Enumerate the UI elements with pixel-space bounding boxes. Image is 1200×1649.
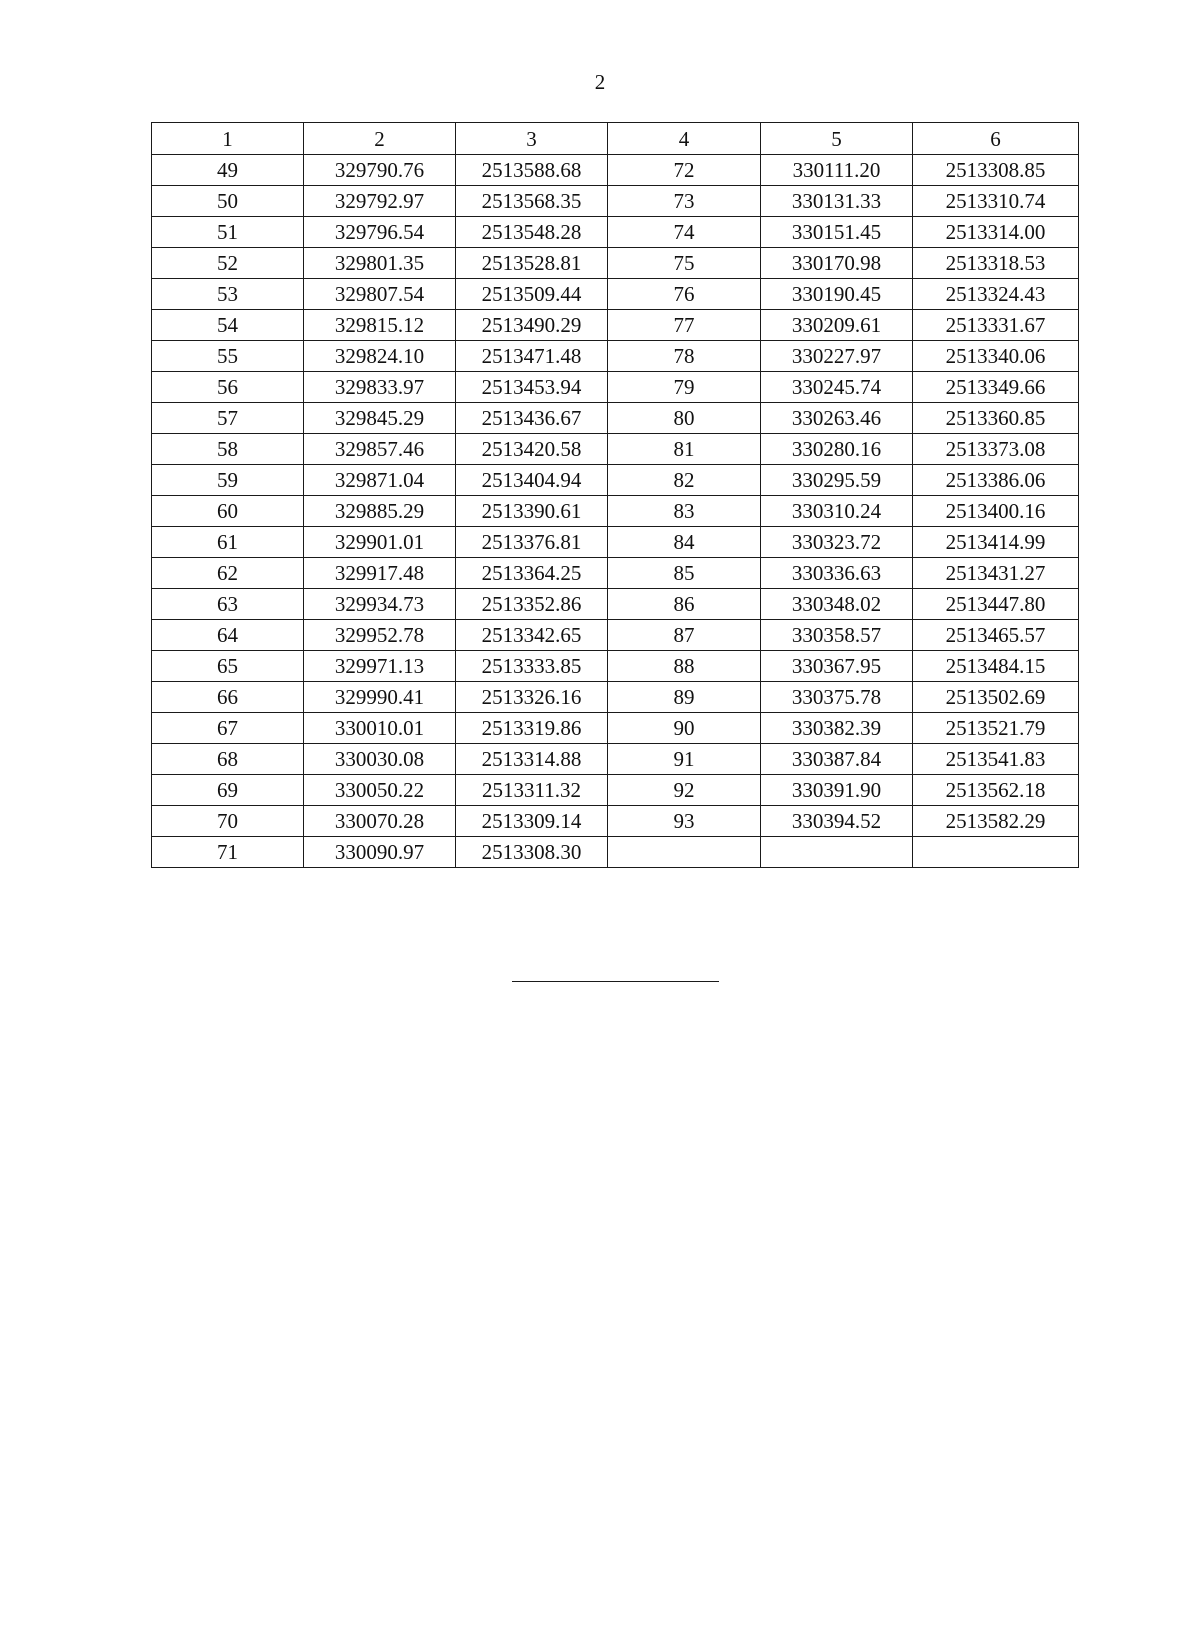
- table-cell: 54: [152, 310, 304, 341]
- table-cell: 330280.16: [761, 434, 913, 465]
- table-cell: 2513314.88: [456, 744, 608, 775]
- table-cell: 2513349.66: [913, 372, 1079, 403]
- table-cell: 329934.73: [304, 589, 456, 620]
- table-cell: 330263.46: [761, 403, 913, 434]
- table-cell: 61: [152, 527, 304, 558]
- table-cell: 330131.33: [761, 186, 913, 217]
- table-row: [152, 434, 1079, 465]
- table-row: [152, 651, 1079, 682]
- table-cell: 65: [152, 651, 304, 682]
- table-cell: 2513342.65: [456, 620, 608, 651]
- table-cell: 329917.48: [304, 558, 456, 589]
- column-number-cell: 4: [608, 123, 761, 155]
- table-cell: 82: [608, 465, 761, 496]
- table-cell: 2513333.85: [456, 651, 608, 682]
- table-cell: 330245.74: [761, 372, 913, 403]
- table-cell: 330382.39: [761, 713, 913, 744]
- table-cell: 330323.72: [761, 527, 913, 558]
- table-cell: 2513431.27: [913, 558, 1079, 589]
- table-cell: 2513568.35: [456, 186, 608, 217]
- table-cell: 2513309.14: [456, 806, 608, 837]
- table-cell: 2513373.08: [913, 434, 1079, 465]
- table-row: [152, 806, 1079, 837]
- table-cell: 2513509.44: [456, 279, 608, 310]
- table-cell: 329801.35: [304, 248, 456, 279]
- table-row: [152, 217, 1079, 248]
- table-row: [152, 372, 1079, 403]
- table-row: [152, 775, 1079, 806]
- table-cell: 330375.78: [761, 682, 913, 713]
- table-cell: 92: [608, 775, 761, 806]
- table-row: [152, 496, 1079, 527]
- table-cell: 330358.57: [761, 620, 913, 651]
- table-cell: 2513308.85: [913, 155, 1079, 186]
- table-cell: 329796.54: [304, 217, 456, 248]
- table-cell: 2513310.74: [913, 186, 1079, 217]
- table-cell: 329901.01: [304, 527, 456, 558]
- table-cell: 2513340.06: [913, 341, 1079, 372]
- table-cell: 2513588.68: [456, 155, 608, 186]
- table-cell: 85: [608, 558, 761, 589]
- table-row: [152, 279, 1079, 310]
- table-cell: 83: [608, 496, 761, 527]
- table-cell: 2513453.94: [456, 372, 608, 403]
- table-cell: 2513352.86: [456, 589, 608, 620]
- table-cell: 63: [152, 589, 304, 620]
- table-cell: 330227.97: [761, 341, 913, 372]
- table-row: [152, 186, 1079, 217]
- table-row: [152, 713, 1079, 744]
- table-cell: 87: [608, 620, 761, 651]
- table-cell: 2513319.86: [456, 713, 608, 744]
- table-cell: 2513314.00: [913, 217, 1079, 248]
- table-cell: 89: [608, 682, 761, 713]
- table-cell: 330209.61: [761, 310, 913, 341]
- table-cell: 59: [152, 465, 304, 496]
- table-cell: 329815.12: [304, 310, 456, 341]
- table-cell: [761, 837, 913, 868]
- table-row: [152, 837, 1079, 868]
- table-row: [152, 465, 1079, 496]
- table-cell: 330151.45: [761, 217, 913, 248]
- table-cell: 75: [608, 248, 761, 279]
- table-row: [152, 589, 1079, 620]
- table-cell: 2513528.81: [456, 248, 608, 279]
- table-cell: 51: [152, 217, 304, 248]
- table-cell: 56: [152, 372, 304, 403]
- table-cell: 330010.01: [304, 713, 456, 744]
- table-cell: 2513404.94: [456, 465, 608, 496]
- table-cell: 93: [608, 806, 761, 837]
- table-row: [152, 620, 1079, 651]
- table-cell: 2513360.85: [913, 403, 1079, 434]
- table-cell: 71: [152, 837, 304, 868]
- table-cell: 58: [152, 434, 304, 465]
- table-cell: 52: [152, 248, 304, 279]
- table-row: [152, 155, 1079, 186]
- table-header-row: [152, 123, 1079, 155]
- table-cell: 66: [152, 682, 304, 713]
- table-row: [152, 248, 1079, 279]
- table-cell: 70: [152, 806, 304, 837]
- table-cell: 50: [152, 186, 304, 217]
- table-cell: 2513400.16: [913, 496, 1079, 527]
- table-cell: 329990.41: [304, 682, 456, 713]
- table-row: [152, 310, 1079, 341]
- table-cell: 330090.97: [304, 837, 456, 868]
- table-cell: 53: [152, 279, 304, 310]
- table-row: [152, 341, 1079, 372]
- table-cell: 69: [152, 775, 304, 806]
- table-cell: 86: [608, 589, 761, 620]
- table-cell: 2513471.48: [456, 341, 608, 372]
- table-cell: 2513490.29: [456, 310, 608, 341]
- table-cell: 2513386.06: [913, 465, 1079, 496]
- table-cell: 81: [608, 434, 761, 465]
- table-cell: 330394.52: [761, 806, 913, 837]
- table-row: [152, 682, 1079, 713]
- table-cell: 57: [152, 403, 304, 434]
- table-cell: 2513318.53: [913, 248, 1079, 279]
- table-cell: 79: [608, 372, 761, 403]
- table-cell: 2513331.67: [913, 310, 1079, 341]
- table-cell: 330387.84: [761, 744, 913, 775]
- table-cell: 2513376.81: [456, 527, 608, 558]
- table-cell: 2513311.32: [456, 775, 608, 806]
- coordinates-table: [151, 122, 1079, 868]
- table-cell: 330070.28: [304, 806, 456, 837]
- table-cell: 330367.95: [761, 651, 913, 682]
- table-row: [152, 403, 1079, 434]
- table-cell: 330030.08: [304, 744, 456, 775]
- table-cell: 330050.22: [304, 775, 456, 806]
- table-cell: 2513390.61: [456, 496, 608, 527]
- column-number-cell: 5: [761, 123, 913, 155]
- table-cell: 2513364.25: [456, 558, 608, 589]
- table-cell: 91: [608, 744, 761, 775]
- table-cell: 74: [608, 217, 761, 248]
- table-cell: 84: [608, 527, 761, 558]
- table-cell: 49: [152, 155, 304, 186]
- table-cell: 73: [608, 186, 761, 217]
- table-cell: 72: [608, 155, 761, 186]
- table-cell: [608, 837, 761, 868]
- table-cell: 2513465.57: [913, 620, 1079, 651]
- table-cell: 330295.59: [761, 465, 913, 496]
- table-cell: 330310.24: [761, 496, 913, 527]
- page-number: 2: [594, 70, 606, 94]
- table-cell: 2513447.80: [913, 589, 1079, 620]
- table-cell: 329790.76: [304, 155, 456, 186]
- table-cell: 2513541.83: [913, 744, 1079, 775]
- table-cell: 78: [608, 341, 761, 372]
- table-cell: 2513326.16: [456, 682, 608, 713]
- table-cell: 68: [152, 744, 304, 775]
- table-row: [152, 744, 1079, 775]
- column-number-cell: 3: [456, 123, 608, 155]
- table-cell: 2513420.58: [456, 434, 608, 465]
- table-cell: 2513548.28: [456, 217, 608, 248]
- table-cell: 60: [152, 496, 304, 527]
- table-cell: 2513414.99: [913, 527, 1079, 558]
- table-row: [152, 558, 1079, 589]
- table-cell: 2513521.79: [913, 713, 1079, 744]
- table-row: [152, 527, 1079, 558]
- table-cell: 88: [608, 651, 761, 682]
- table-cell: 77: [608, 310, 761, 341]
- column-number-cell: 6: [913, 123, 1079, 155]
- table-cell: 55: [152, 341, 304, 372]
- table-cell: 2513562.18: [913, 775, 1079, 806]
- table-cell: 2513484.15: [913, 651, 1079, 682]
- table-cell: 329871.04: [304, 465, 456, 496]
- table-cell: 329833.97: [304, 372, 456, 403]
- table-cell: 64: [152, 620, 304, 651]
- table-cell: 329971.13: [304, 651, 456, 682]
- column-number-cell: 1: [152, 123, 304, 155]
- end-of-document-rule: [512, 981, 719, 982]
- table-cell: [913, 837, 1079, 868]
- table-cell: 330111.20: [761, 155, 913, 186]
- table-cell: 330190.45: [761, 279, 913, 310]
- table-cell: 329885.29: [304, 496, 456, 527]
- table-cell: 2513308.30: [456, 837, 608, 868]
- column-number-cell: 2: [304, 123, 456, 155]
- table-cell: 329792.97: [304, 186, 456, 217]
- table-cell: 90: [608, 713, 761, 744]
- table-cell: 329824.10: [304, 341, 456, 372]
- table-cell: 2513436.67: [456, 403, 608, 434]
- table-cell: 62: [152, 558, 304, 589]
- table-cell: 329952.78: [304, 620, 456, 651]
- table-cell: 2513502.69: [913, 682, 1079, 713]
- table-cell: 330170.98: [761, 248, 913, 279]
- table-cell: 67: [152, 713, 304, 744]
- table-cell: 329845.29: [304, 403, 456, 434]
- table-cell: 2513582.29: [913, 806, 1079, 837]
- table-cell: 330348.02: [761, 589, 913, 620]
- table-cell: 329857.46: [304, 434, 456, 465]
- table-cell: 2513324.43: [913, 279, 1079, 310]
- table-cell: 330391.90: [761, 775, 913, 806]
- table-cell: 76: [608, 279, 761, 310]
- table-cell: 329807.54: [304, 279, 456, 310]
- table-cell: 330336.63: [761, 558, 913, 589]
- table-cell: 80: [608, 403, 761, 434]
